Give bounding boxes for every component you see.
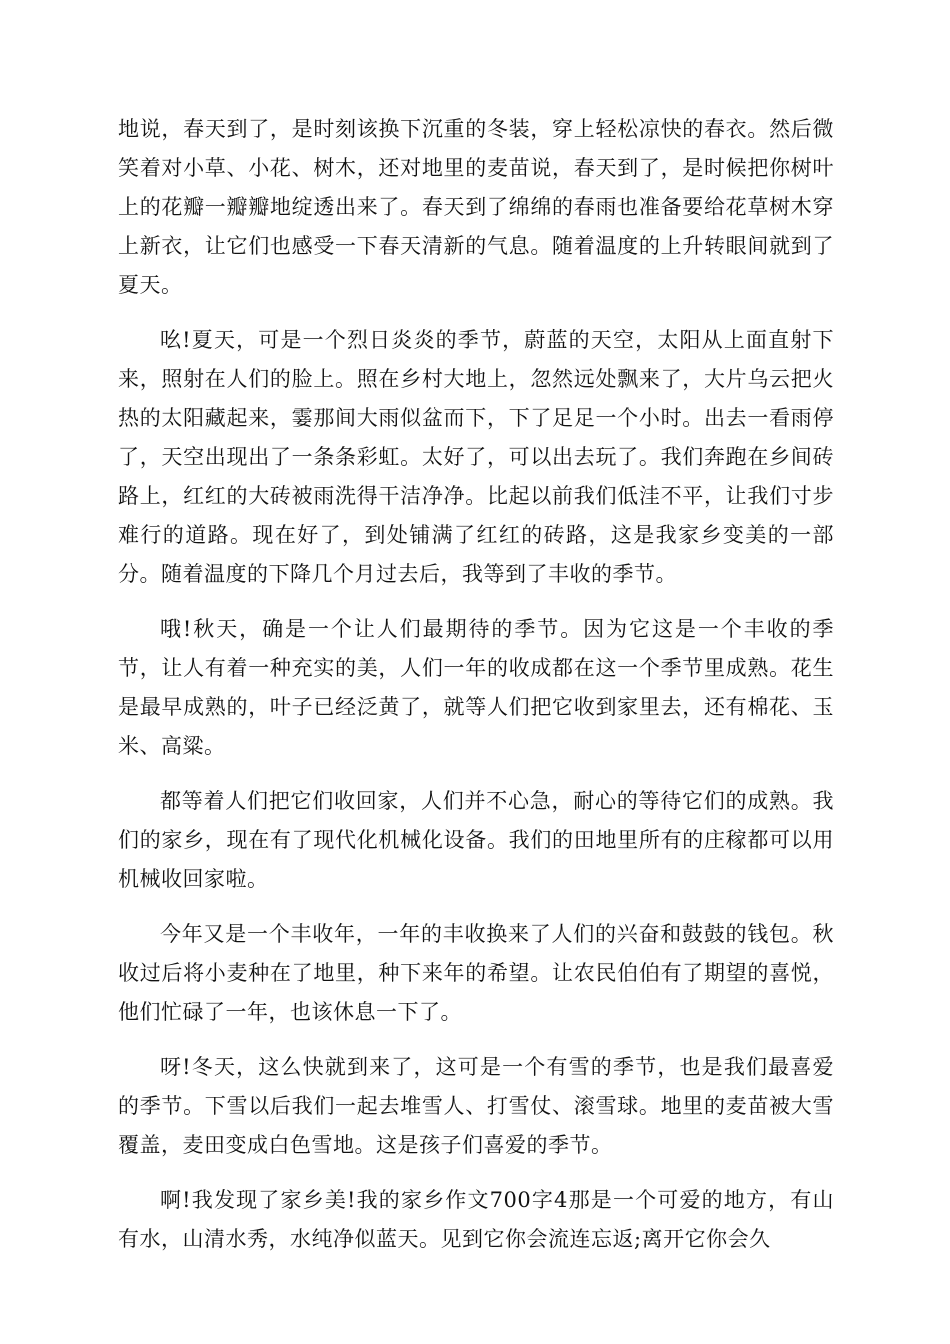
document-body	[118, 110, 834, 1275]
paragraph-winter: 呀!冬天，这么快就到来了，这可是一个有雪的季节，也是我们最喜爱的季节。下雪以后我们一起去堆雪人、打雪仗、滚雪球。地里的麦苗被大雪覆盖，麦田变成白色雪地。这是孩子们喜爱的季节。	[118, 1055, 834, 1157]
paragraph-summer: 吆!夏天，可是一个烈日炎炎的季节，蔚蓝的天空，太阳从上面直射下来，照射在人们的脸上。照在乡村大地上，忽然远处飘来了，大片乌云把火热的太阳藏起来，霎那间大雨似盆而下，下了足足一个小时。出去一看雨停了，天空出现出了一条条彩虹。太好了，可以出去玩了。我们奔跑在乡间砖路上，红红的大砖被雨洗得干洁净净。比起以前我们低洼不平，让我们寸步难行的道路。现在好了，到处铺满了红红的砖路，这是我家乡变美的一部分。随着温度的下降几个月过去后，我等到了丰收的季节。	[118, 328, 834, 586]
paragraph-spring: 地说，春天到了，是时刻该换下沉重的冬装，穿上轻松凉快的春衣。然后微笑着对小草、小花、树木，还对地里的麦苗说，春天到了，是时候把你树叶上的花瓣一瓣瓣地绽透出来了。春天到了绵绵的春雨也准备要给花草树木穿上新衣，让它们也感受一下春天清新的气息。随着温度的上升转眼间就到了夏天。	[118, 117, 834, 297]
paragraph-autumn: 哦!秋天，确是一个让人们最期待的季节。因为它这是一个丰收的季节，让人有着一种充实的美，人们一年的收成都在这一个季节里成熟。花生是最早成熟的，叶子已经泛黄了，就等人们把它收到家里去，还有棉花、玉米、高粱。	[118, 617, 834, 758]
paragraph-harvest: 都等着人们把它们收回家，人们并不心急，耐心的等待它们的成熟。我们的家乡，现在有了现代化机械化设备。我们的田地里所有的庄稼都可以用机械收回家啦。	[118, 789, 834, 891]
paragraph-hometown: 啊!我发现了家乡美!我的家乡作文700字4那是一个可爱的地方，有山有水，山清水秀，水纯净似蓝天。见到它你会流连忘返;离开它你会久	[118, 1188, 834, 1251]
paragraph-harvest-year: 今年又是一个丰收年，一年的丰收换来了人们的兴奋和鼓鼓的钱包。秋收过后将小麦种在了地里，种下来年的希望。让农民伯伯有了期望的喜悦，他们忙碌了一年，也该休息一下了。	[118, 922, 834, 1024]
